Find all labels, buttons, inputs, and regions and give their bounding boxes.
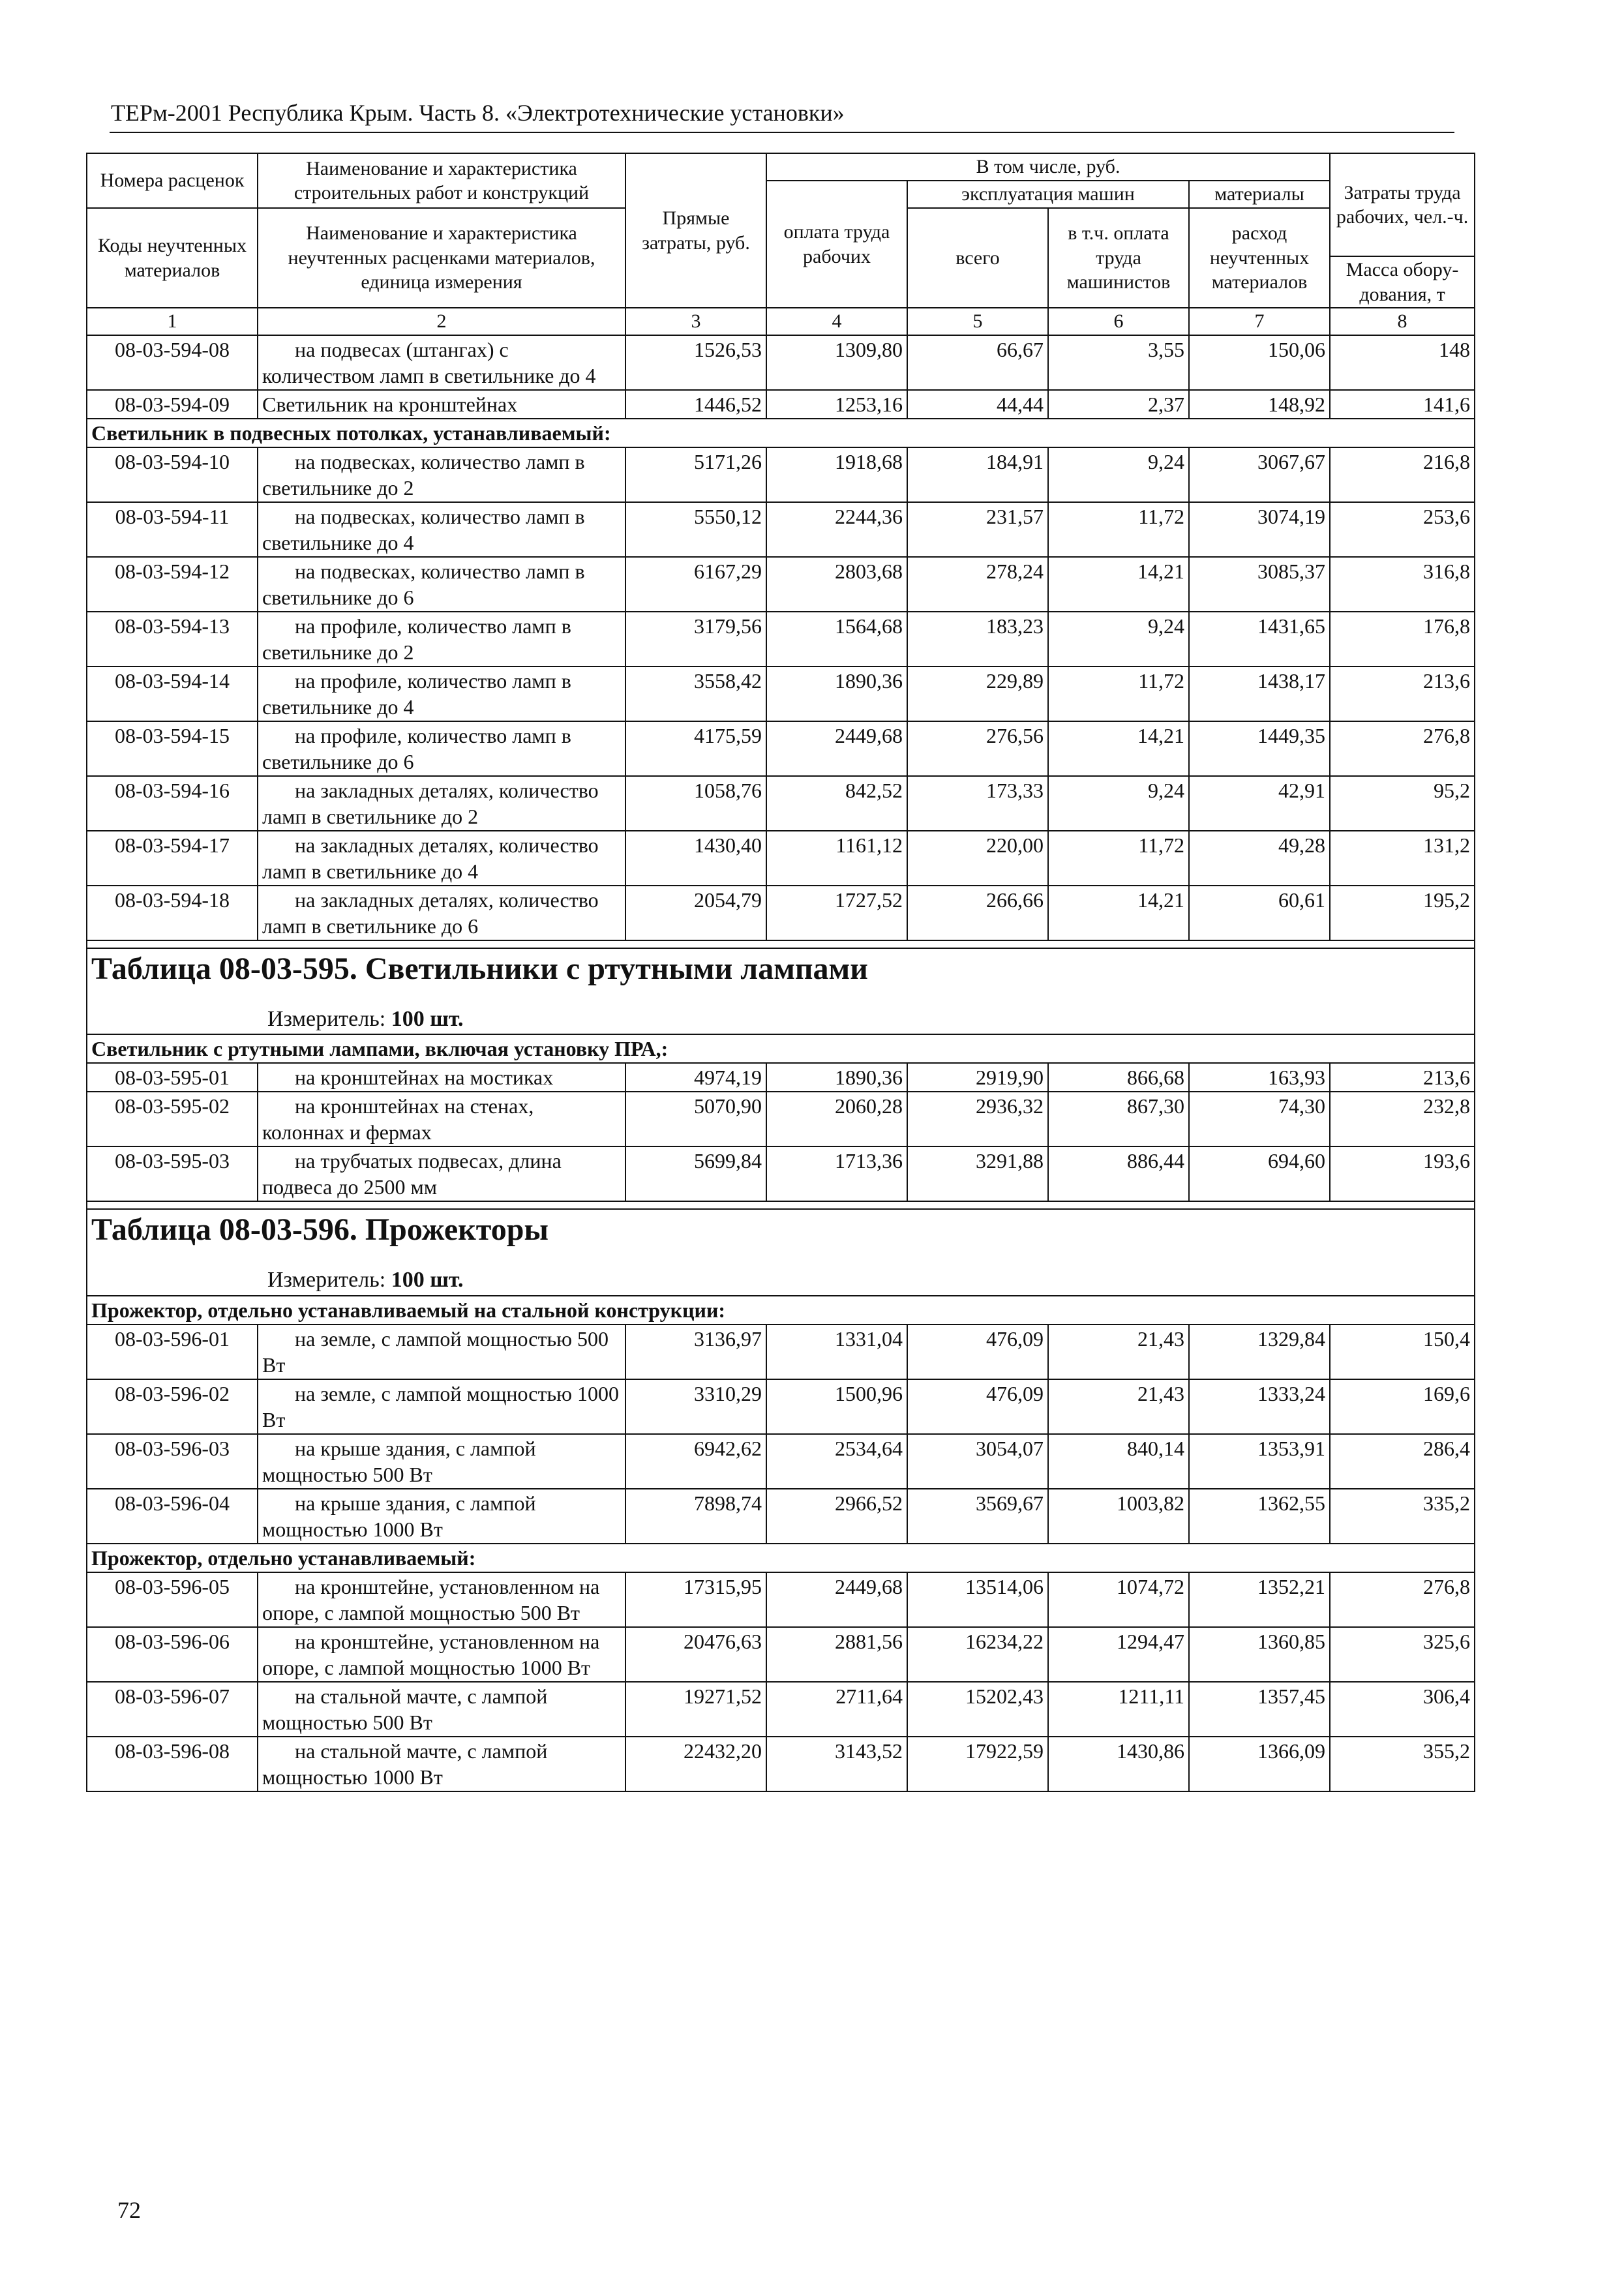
spacer-row (87, 1201, 1475, 1209)
work-name (258, 776, 625, 831)
page-header: ТЕРм-2001 Республика Крым. Часть 8. «Электротехнические установки» (111, 100, 845, 126)
materials-value: 1366,09 (1189, 1737, 1330, 1791)
materials-value: 150,06 (1189, 335, 1330, 390)
work-name-text: на закладных деталях, количество ламп в светильнике до 2 (262, 778, 599, 828)
wages-value: 1253,16 (766, 390, 907, 419)
work-name-text: на кронштейне, установленном на опоре, с лампой мощностью 1000 Вт (262, 1629, 600, 1679)
direct-cost-value: 3179,56 (625, 612, 766, 666)
direct-cost-value: 6167,29 (625, 557, 766, 612)
machines-total-value: 3054,07 (907, 1434, 1048, 1489)
machines-total-value: 476,09 (907, 1379, 1048, 1434)
table-row (87, 1627, 1475, 1682)
table-title: Таблица 08-03-596. Прожекторы (91, 1212, 549, 1247)
table-row (87, 721, 1475, 776)
work-name-text: на кронштейнах на стенах, колоннах и фермах (262, 1094, 534, 1144)
machines-wages-value: 21,43 (1048, 1379, 1189, 1434)
work-name (258, 557, 625, 612)
table-596-heading (87, 1201, 1475, 1324)
direct-cost-value: 19271,52 (625, 1682, 766, 1737)
labor-value: 213,6 (1330, 1063, 1475, 1092)
machines-total-value: 2919,90 (907, 1063, 1048, 1092)
work-name-text: на кронштейне, установленном на опоре, с лампой мощностью 500 Вт (262, 1574, 600, 1624)
wages-value: 2881,56 (766, 1627, 907, 1682)
rate-code: 08-03-596-05 (87, 1572, 258, 1627)
group-heading: Прожектор, отдельно устанавливаемый: (87, 1544, 1475, 1572)
labor-value: 286,4 (1330, 1434, 1475, 1489)
rate-code: 08-03-594-18 (87, 886, 258, 940)
machines-wages-value: 866,68 (1048, 1063, 1189, 1092)
direct-cost-value: 5699,84 (625, 1146, 766, 1201)
col-machines: эксплуатация машин (907, 181, 1189, 208)
table-row (87, 1379, 1475, 1434)
spacer-cell (87, 940, 1475, 948)
materials-value: 1449,35 (1189, 721, 1330, 776)
table-row (87, 776, 1475, 831)
machines-wages-value: 9,24 (1048, 447, 1189, 502)
wages-value: 1890,36 (766, 1063, 907, 1092)
direct-cost-value: 5550,12 (625, 502, 766, 557)
measure-unit-label: Измеритель: (267, 1268, 386, 1292)
direct-cost-value: 1446,52 (625, 390, 766, 419)
column-number: 3 (625, 308, 766, 335)
wages-value: 2966,52 (766, 1489, 907, 1544)
work-name-text: Светильник на кронштейнах (262, 392, 518, 416)
machines-wages-value: 1211,11 (1048, 1682, 1189, 1737)
machines-wages-value: 14,21 (1048, 721, 1189, 776)
rate-code: 08-03-594-11 (87, 502, 258, 557)
wages-value: 2244,36 (766, 502, 907, 557)
machines-total-value: 266,66 (907, 886, 1048, 940)
col-name-top: Наименование и характеристика строительных работ и конструкций (258, 153, 625, 208)
rate-code: 08-03-594-09 (87, 390, 258, 419)
group-row (87, 419, 1475, 447)
wages-value: 2449,68 (766, 1572, 907, 1627)
machines-wages-value: 14,21 (1048, 557, 1189, 612)
rate-code: 08-03-594-15 (87, 721, 258, 776)
materials-value: 1353,91 (1189, 1434, 1330, 1489)
materials-value: 1357,45 (1189, 1682, 1330, 1737)
col-codes-bottom: Коды неучтенных материалов (87, 208, 258, 308)
materials-value: 42,91 (1189, 776, 1330, 831)
work-name-text: на кронштейнах на мостиках (295, 1066, 554, 1089)
section-595-rows (87, 1063, 1475, 1201)
price-table (86, 153, 1475, 1792)
labor-value: 355,2 (1330, 1737, 1475, 1791)
direct-cost-value: 7898,74 (625, 1489, 766, 1544)
work-name (258, 1737, 625, 1791)
machines-total-value: 13514,06 (907, 1572, 1048, 1627)
col-equipment-mass: Масса обору-дования, т (1330, 256, 1475, 308)
group-row (87, 1034, 1475, 1063)
direct-cost-value: 3558,42 (625, 666, 766, 721)
direct-cost-value: 2054,79 (625, 886, 766, 940)
work-name (258, 721, 625, 776)
machines-total-value: 17922,59 (907, 1737, 1048, 1791)
labor-value: 276,8 (1330, 1572, 1475, 1627)
materials-value: 1438,17 (1189, 666, 1330, 721)
work-name-text: на крыше здания, с лампой мощностью 500 Вт (262, 1436, 536, 1486)
table-row (87, 1092, 1475, 1146)
work-name (258, 1092, 625, 1146)
machines-total-value: 66,67 (907, 335, 1048, 390)
rate-code: 08-03-596-06 (87, 1627, 258, 1682)
machines-total-value: 44,44 (907, 390, 1048, 419)
work-name-text: на стальной мачте, с лампой мощностью 500 Вт (262, 1684, 548, 1734)
table-row (87, 335, 1475, 390)
work-name-text: на закладных деталях, количество ламп в светильнике до 6 (262, 888, 599, 938)
labor-value: 193,6 (1330, 1146, 1475, 1201)
table-row (87, 1572, 1475, 1627)
machines-wages-value: 2,37 (1048, 390, 1189, 419)
col-labor-costs: Затраты труда рабочих, чел.-ч. (1330, 153, 1475, 256)
work-name (258, 502, 625, 557)
machines-wages-value: 9,24 (1048, 776, 1189, 831)
materials-value: 694,60 (1189, 1146, 1330, 1201)
wages-value: 1331,04 (766, 1324, 907, 1379)
work-name-text: на подвесках, количество ламп в светильнике до 6 (262, 559, 585, 609)
direct-cost-value: 20476,63 (625, 1627, 766, 1682)
materials-value: 148,92 (1189, 390, 1330, 419)
rate-code: 08-03-595-03 (87, 1146, 258, 1201)
work-name (258, 612, 625, 666)
group-row (87, 1296, 1475, 1324)
wages-value: 1727,52 (766, 886, 907, 940)
labor-value: 176,8 (1330, 612, 1475, 666)
direct-cost-value: 5070,90 (625, 1092, 766, 1146)
col-machines-wages: в т.ч. оплата труда машинистов (1048, 208, 1189, 308)
work-name (258, 1324, 625, 1379)
group-row (87, 1544, 1475, 1572)
wages-value: 1890,36 (766, 666, 907, 721)
machines-total-value: 220,00 (907, 831, 1048, 886)
work-name-text: на земле, с лампой мощностью 1000 Вт (262, 1381, 619, 1431)
work-name (258, 1379, 625, 1434)
materials-value: 74,30 (1189, 1092, 1330, 1146)
work-name (258, 1063, 625, 1092)
direct-cost-value: 6942,62 (625, 1434, 766, 1489)
table-row (87, 1434, 1475, 1489)
rate-code: 08-03-594-14 (87, 666, 258, 721)
labor-value: 325,6 (1330, 1627, 1475, 1682)
machines-wages-value: 886,44 (1048, 1146, 1189, 1201)
materials-value: 1431,65 (1189, 612, 1330, 666)
materials-value: 60,61 (1189, 886, 1330, 940)
work-name (258, 335, 625, 390)
machines-total-value: 276,56 (907, 721, 1048, 776)
work-name-text: на подвесках, количество ламп в светильнике до 2 (262, 449, 585, 500)
wages-value: 1309,80 (766, 335, 907, 390)
table-row (87, 612, 1475, 666)
group-heading: Прожектор, отдельно устанавливаемый на стальной конструкции: (87, 1296, 1475, 1324)
labor-value: 169,6 (1330, 1379, 1475, 1434)
rate-code: 08-03-596-01 (87, 1324, 258, 1379)
work-name-text: на подвесках, количество ламп в светильнике до 4 (262, 504, 585, 554)
table-row (87, 557, 1475, 612)
rate-code: 08-03-594-16 (87, 776, 258, 831)
work-name (258, 1572, 625, 1627)
direct-cost-value: 4175,59 (625, 721, 766, 776)
table-row (87, 886, 1475, 940)
column-number: 4 (766, 308, 907, 335)
wages-value: 1713,36 (766, 1146, 907, 1201)
table-row (87, 1063, 1475, 1092)
machines-wages-value: 21,43 (1048, 1324, 1189, 1379)
column-number: 2 (258, 308, 625, 335)
section-596-group-2 (87, 1544, 1475, 1572)
labor-value: 131,2 (1330, 831, 1475, 886)
machines-total-value: 173,33 (907, 776, 1048, 831)
work-name (258, 1682, 625, 1737)
rate-code: 08-03-596-03 (87, 1434, 258, 1489)
col-machines-total: всего (907, 208, 1048, 308)
materials-value: 3074,19 (1189, 502, 1330, 557)
machines-total-value: 2936,32 (907, 1092, 1048, 1146)
rate-code: 08-03-594-08 (87, 335, 258, 390)
direct-cost-value: 3310,29 (625, 1379, 766, 1434)
section-596-rows-1 (87, 1324, 1475, 1544)
materials-value: 1333,24 (1189, 1379, 1330, 1434)
table-title: Таблица 08-03-595. Светильники с ртутными лампами (91, 951, 868, 986)
table-row (87, 1682, 1475, 1737)
labor-value: 216,8 (1330, 447, 1475, 502)
materials-value: 3085,37 (1189, 557, 1330, 612)
table-row (87, 1737, 1475, 1791)
machines-total-value: 3569,67 (907, 1489, 1048, 1544)
col-codes-top: Номера расценок (87, 153, 258, 208)
table-595-heading (87, 940, 1475, 1064)
rate-code: 08-03-594-13 (87, 612, 258, 666)
col-materials: материалы (1189, 181, 1330, 208)
labor-value: 335,2 (1330, 1489, 1475, 1544)
work-name (258, 1434, 625, 1489)
machines-wages-value: 867,30 (1048, 1092, 1189, 1146)
labor-value: 148 (1330, 335, 1475, 390)
rate-code: 08-03-595-02 (87, 1092, 258, 1146)
rate-code: 08-03-594-10 (87, 447, 258, 502)
work-name (258, 1146, 625, 1201)
header-rule (110, 132, 1454, 133)
machines-total-value: 476,09 (907, 1324, 1048, 1379)
machines-total-value: 183,23 (907, 612, 1048, 666)
machines-wages-value: 11,72 (1048, 666, 1189, 721)
direct-cost-value: 22432,20 (625, 1737, 766, 1791)
measure-unit-value: 100 шт. (391, 1006, 464, 1031)
column-numbers-row (87, 308, 1475, 335)
machines-wages-value: 11,72 (1048, 831, 1189, 886)
labor-value: 253,6 (1330, 502, 1475, 557)
table-row (87, 390, 1475, 419)
labor-value: 141,6 (1330, 390, 1475, 419)
labor-value: 232,8 (1330, 1092, 1475, 1146)
wages-value: 2449,68 (766, 721, 907, 776)
machines-total-value: 229,89 (907, 666, 1048, 721)
section-top-rows (87, 335, 1475, 419)
wages-value: 1564,68 (766, 612, 907, 666)
labor-value: 213,6 (1330, 666, 1475, 721)
column-number: 1 (87, 308, 258, 335)
direct-cost-value: 17315,95 (625, 1572, 766, 1627)
rate-code: 08-03-594-17 (87, 831, 258, 886)
table-row (87, 1489, 1475, 1544)
col-direct-costs: Прямые затраты, руб. (625, 153, 766, 308)
table-title-cell (87, 948, 1475, 1035)
machines-wages-value: 1074,72 (1048, 1572, 1189, 1627)
col-wages: оплата труда рабочих (766, 181, 907, 308)
table-row (87, 666, 1475, 721)
machines-wages-value: 1003,82 (1048, 1489, 1189, 1544)
rate-code: 08-03-596-04 (87, 1489, 258, 1544)
work-name-text: на профиле, количество ламп в светильнике до 2 (262, 614, 571, 664)
group-heading: Светильник в подвесных потолках, устанавливаемый: (87, 419, 1475, 447)
machines-total-value: 231,57 (907, 502, 1048, 557)
section-596-rows-2 (87, 1572, 1475, 1791)
work-name-text: на стальной мачте, с лампой мощностью 1000 Вт (262, 1739, 548, 1789)
labor-value: 195,2 (1330, 886, 1475, 940)
machines-wages-value: 9,24 (1048, 612, 1189, 666)
machines-wages-value: 3,55 (1048, 335, 1189, 390)
work-name-text: на земле, с лампой мощностью 500 Вт (262, 1326, 609, 1377)
price-table-container (86, 153, 1474, 1792)
labor-value: 150,4 (1330, 1324, 1475, 1379)
spacer-cell (87, 1201, 1475, 1209)
work-name (258, 831, 625, 886)
work-name-text: на крыше здания, с лампой мощностью 1000 Вт (262, 1491, 536, 1541)
spacer-row (87, 940, 1475, 948)
labor-value: 95,2 (1330, 776, 1475, 831)
col-materials-consumption: расход неучтенных материалов (1189, 208, 1330, 308)
work-name (258, 390, 625, 419)
header-row-1 (87, 153, 1475, 181)
col-name-bottom: Наименование и характеристика неучтенных расценками материалов, единица измерения (258, 208, 625, 308)
wages-value: 3143,52 (766, 1737, 907, 1791)
group-heading: Светильник с ртутными лампами, включая установку ПРА,: (87, 1034, 1475, 1063)
materials-value: 1329,84 (1189, 1324, 1330, 1379)
table-row (87, 1146, 1475, 1201)
rate-code: 08-03-594-12 (87, 557, 258, 612)
col-including: В том числе, руб. (766, 153, 1330, 181)
direct-cost-value: 1526,53 (625, 335, 766, 390)
wages-value: 1161,12 (766, 831, 907, 886)
labor-value: 316,8 (1330, 557, 1475, 612)
rate-code: 08-03-596-07 (87, 1682, 258, 1737)
machines-wages-value: 1430,86 (1048, 1737, 1189, 1791)
measure-unit-value: 100 шт. (391, 1268, 464, 1292)
labor-value: 276,8 (1330, 721, 1475, 776)
materials-value: 1362,55 (1189, 1489, 1330, 1544)
table-row (87, 1324, 1475, 1379)
table-title-row (87, 948, 1475, 1035)
direct-cost-value: 4974,19 (625, 1063, 766, 1092)
direct-cost-value: 1058,76 (625, 776, 766, 831)
wages-value: 2060,28 (766, 1092, 907, 1146)
table-row (87, 831, 1475, 886)
work-name-text: на профиле, количество ламп в светильнике до 4 (262, 668, 571, 719)
direct-cost-value: 1430,40 (625, 831, 766, 886)
materials-value: 1352,21 (1189, 1572, 1330, 1627)
table-row (87, 447, 1475, 502)
rate-code: 08-03-596-02 (87, 1379, 258, 1434)
work-name-text: на профиле, количество ламп в светильнике до 6 (262, 723, 571, 773)
machines-wages-value: 11,72 (1048, 502, 1189, 557)
direct-cost-value: 5171,26 (625, 447, 766, 502)
table-title-cell (87, 1209, 1475, 1296)
machines-total-value: 278,24 (907, 557, 1048, 612)
labor-value: 306,4 (1330, 1682, 1475, 1737)
column-number: 6 (1048, 308, 1189, 335)
work-name-text: на подвесах (штангах) с количеством ламп в светильнике до 4 (262, 337, 596, 387)
measure-unit-label: Измеритель: (267, 1006, 386, 1031)
rate-code: 08-03-596-08 (87, 1737, 258, 1791)
work-name (258, 1489, 625, 1544)
machines-total-value: 3291,88 (907, 1146, 1048, 1201)
machines-total-value: 15202,43 (907, 1682, 1048, 1737)
wages-value: 842,52 (766, 776, 907, 831)
table-title-row (87, 1209, 1475, 1296)
work-name (258, 666, 625, 721)
section-suspended-group (87, 419, 1475, 447)
machines-wages-value: 14,21 (1048, 886, 1189, 940)
work-name-text: на трубчатых подвесах, длина подвеса до 2500 мм (262, 1149, 562, 1199)
column-number: 8 (1330, 308, 1475, 335)
rate-code: 08-03-595-01 (87, 1063, 258, 1092)
wages-value: 1500,96 (766, 1379, 907, 1434)
column-number: 7 (1189, 308, 1330, 335)
work-name (258, 886, 625, 940)
measure-unit (267, 1266, 1470, 1294)
wages-value: 2711,64 (766, 1682, 907, 1737)
work-name-text: на закладных деталях, количество ламп в светильнике до 4 (262, 833, 599, 883)
measure-unit (267, 1006, 1470, 1034)
wages-value: 2534,64 (766, 1434, 907, 1489)
wages-value: 2803,68 (766, 557, 907, 612)
column-number: 5 (907, 308, 1048, 335)
machines-total-value: 16234,22 (907, 1627, 1048, 1682)
machines-total-value: 184,91 (907, 447, 1048, 502)
wages-value: 1918,68 (766, 447, 907, 502)
work-name (258, 1627, 625, 1682)
direct-cost-value: 3136,97 (625, 1324, 766, 1379)
machines-wages-value: 840,14 (1048, 1434, 1189, 1489)
materials-value: 1360,85 (1189, 1627, 1330, 1682)
section-suspended-rows (87, 447, 1475, 940)
machines-wages-value: 1294,47 (1048, 1627, 1189, 1682)
work-name (258, 447, 625, 502)
materials-value: 49,28 (1189, 831, 1330, 886)
materials-value: 3067,67 (1189, 447, 1330, 502)
page-number: 72 (117, 2197, 141, 2223)
materials-value: 163,93 (1189, 1063, 1330, 1092)
table-row (87, 502, 1475, 557)
